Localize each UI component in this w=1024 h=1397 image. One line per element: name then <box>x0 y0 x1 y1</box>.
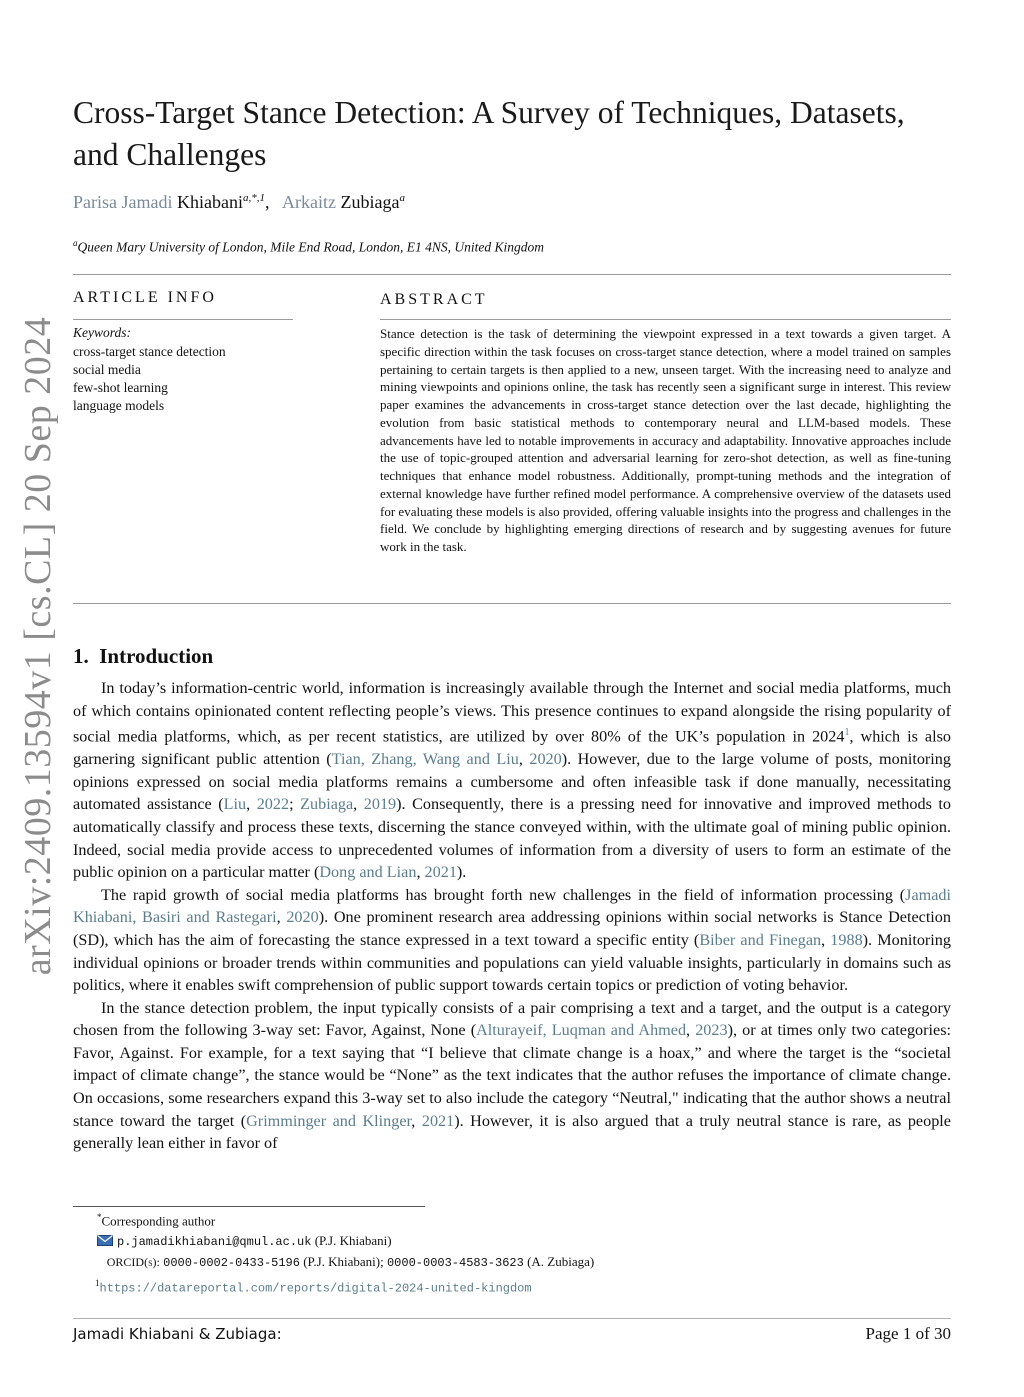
paragraph-3: In the stance detection problem, the input typically consists of a pair comprising a text and a target, and the output is a category chosen from the following 3-way set: Favor, Against, None (Alturayeif, Luqman and Ahmed, 2023), or at times only two categories: Favor, Against. For example, for a text saying that “I believe that climate change is a hoax,” and where the target is the “societal impact of climate change”, the stance would be “None” as the text indicates that the author refuses the importance of climate change. On occasions, some researchers expand this 3-way set to also include the category “Neutral," indicating that the author shows a neutral stance toward the target (Grimminger and Klinger, 2021). However, it is also argued that a truly neutral stance is rare, as people generally lean either in favor of <box>73 998 952 1153</box>
body-text <box>73 677 951 1155</box>
keyword-item: social media <box>73 362 141 377</box>
article-info-divider <box>73 319 293 320</box>
citation-link[interactable]: Dong and Lian <box>319 863 417 882</box>
keyword-item: cross-target stance detection <box>73 344 226 359</box>
author-2-first-name: Arkaitz <box>281 192 336 212</box>
citation-link[interactable]: Alturayeif, Luqman and Ahmed <box>476 1021 687 1040</box>
abstract-text: Stance detection is the task of determining the viewpoint expressed in a text towards a given target. A specific direction within the task focuses on cross-target stance detection, where a model trained on samples pertaining to certain targets is then applied to a new, unseen target. With the increasing need to analyze and mining viewpoints and opinions online, the task has recently seen a significant surge in interest. This review paper examines the advancements in cross-target stance detection over the last decade, highlighting the evolution from basic statistical methods to contemporary neural and LLM-based models. These advancements have led to notable improvements in accuracy and adaptability. Innovative approaches include the use of topic-grouped attention and adversarial learning for zero-shot detection, as well as fine-tuning techniques that enhance model robustness. Additionally, prompt-tuning methods and the integration of external knowledge have further refined model performance. A comprehensive overview of the datasets used for evaluating these models is also provided, offering valuable insights into the progress and challenges in the field. We conclude by highlighting emerging directions of research and by suggesting avenues for future work in the task. <box>380 326 951 554</box>
abstract-bottom-divider <box>73 603 951 604</box>
header-divider <box>73 274 951 275</box>
paragraph-1: In today’s information-centric world, information is increasingly available through the Internet and social media platforms, much of which contains opinionated content reflecting people’s views. This presence continues to expand alongside the rising popularity of social media platforms, which, as per recent statistics, are utilized by over 80% of the UK’s population in 2024$^1$, which is also garnering significant public attention (Tian, Zhang, Wang and Liu, 2020). However, due to the large volume of posts, monitoring opinions expressed on social media platforms remains a cumbersome and often infeasible task if done manually, necessitating automated assistance (Liu, 2022; Zubiaga, 2019). Consequently, there is a pressing need for innovative and improved methods to automatically classify and process these texts, discerning the stance conveyed within, with the ultimate goal of mining public opinion. Indeed, social media provide access to unprecedented volumes of information from a diversity of users to form an estimate of the public opinion on a particular matter (Dong and Lian, 2021). <box>73 679 951 882</box>
citation-year-link[interactable]: 2023 <box>695 1021 728 1040</box>
abstract-divider <box>380 319 951 320</box>
citation-link[interactable]: Zubiaga <box>300 795 354 814</box>
keywords-label: Keywords: <box>73 325 131 340</box>
author-2-last-name: Zubiaga <box>340 192 400 212</box>
citation-link[interactable]: Biber and Finegan <box>699 930 822 949</box>
author-2-marks: a <box>399 192 405 204</box>
running-footer-authors: Jamadi Khiabani & Zubiaga: <box>73 1325 282 1343</box>
citation-year-link[interactable]: 2021 <box>424 863 457 882</box>
keyword-item: few-shot learning <box>73 380 168 395</box>
citation-year-link[interactable]: 1988 <box>830 930 863 949</box>
page-number: Page 1 of 30 <box>865 1324 951 1343</box>
orcid-label: ORCID(s): <box>106 1255 160 1270</box>
orcid-link-2[interactable]: 0000-0003-4583-3623 <box>386 1256 524 1271</box>
section-heading <box>73 644 213 669</box>
keyword-item: language models <box>73 398 165 413</box>
url-link[interactable]: https://datareportal.com/reports/digital-2024-united-kingdom <box>99 1281 532 1296</box>
footer-divider <box>73 1318 951 1319</box>
keywords-list <box>73 343 226 415</box>
citation-year-link[interactable]: 2022 <box>256 795 290 814</box>
citation-link[interactable]: Jamadi Khiabani, Basiri and Rastegari <box>73 885 951 927</box>
author-1-marks: a,*,1 <box>242 192 265 204</box>
footnote-corresponding: *Corresponding author <box>97 1212 216 1229</box>
author-1[interactable] <box>73 192 265 212</box>
section-title: Introduction <box>99 644 214 668</box>
footnotes <box>97 1208 594 1299</box>
footnote-orcid: ORCID(s): 0000-0002-0433-5196 (P.J. Khiabani); 0000-0003-4583-3623 (A. Zubiaga) <box>106 1254 595 1271</box>
footnote-divider <box>73 1206 425 1207</box>
citation-year-link[interactable]: 2019 <box>363 795 397 814</box>
section-number: 1. <box>73 644 89 668</box>
envelope-icon <box>97 1235 113 1246</box>
citation-year-link[interactable]: 2021 <box>421 1111 455 1130</box>
citation-link[interactable]: Grimminger and Klinger <box>246 1111 412 1130</box>
footnote-email: p.jamadikhiabani@qmul.ac.uk (P.J. Khiabani) <box>97 1231 594 1253</box>
affiliation-text: Queen Mary University of London, Mile End Road, London, E1 4NS, United Kingdom <box>77 239 544 255</box>
orcid-link-1[interactable]: 0000-0002-0433-5196 <box>163 1256 300 1271</box>
author-2[interactable] <box>282 192 405 212</box>
affiliation <box>73 238 544 256</box>
article-info-heading: ARTICLE INFO <box>73 289 217 306</box>
footnote-url: $^1$https://datareportal.com/reports/digital-2024-united-kingdom <box>95 1277 532 1296</box>
paper-title: Cross-Target Stance Detection: A Survey of Techniques, Datasets, and Challenges <box>73 95 905 172</box>
footnote-ref-1[interactable]: 1 <box>844 727 850 739</box>
author-1-first-name: Parisa Jamadi <box>73 192 173 212</box>
email-link[interactable]: p.jamadikhiabani@qmul.ac.uk <box>117 1234 312 1249</box>
author-list: Parisa Jamadi Khiabani$^{a,*,1}$, Arkaitz Zubiaga$^a$ <box>73 192 405 212</box>
citation-year-link[interactable]: 2020 <box>529 750 562 769</box>
paragraph-2: The rapid growth of social media platforms has brought forth new challenges in the field of information processing (Jamadi Khiabani, Basiri and Rastegari, 2020). One prominent research area addressing opinions within social networks is Stance Detection (SD), which has the aim of forecasting the stance expressed in a text toward a specific entity (Biber and Finegan, 1988). Monitoring individual opinions or broader trends within communities and populations can yield valuable insights, particularly in domains such as politics, where it enables swift comprehension of public support towards certain topics or prediction of voting behavior. <box>73 885 951 995</box>
citation-link[interactable]: Liu <box>223 795 247 814</box>
abstract-heading: ABSTRACT <box>380 291 488 308</box>
affiliation-mark: a <box>73 238 78 248</box>
citation-year-link[interactable]: 2020 <box>286 908 319 927</box>
arxiv-stamp-text: arXiv:2409.13594v1 [cs.CL] 20 Sep 2024 <box>17 316 59 976</box>
author-1-last-name: Khiabani <box>176 192 243 212</box>
citation-link[interactable]: Tian, Zhang, Wang and Liu <box>331 750 519 769</box>
